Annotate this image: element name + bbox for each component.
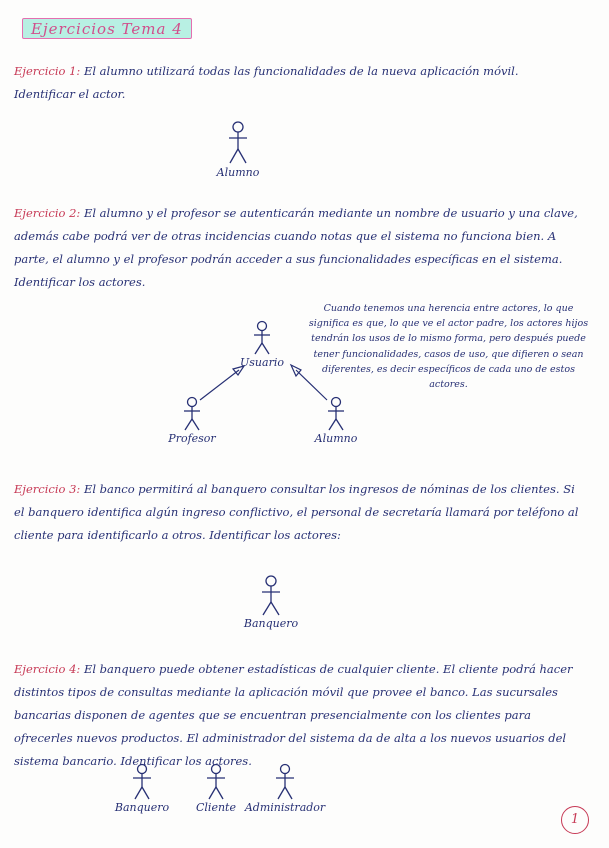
stick-figure-icon (324, 396, 348, 432)
exercise-4-text: El banquero puede obtener estadísticas de cualquier cliente. El cliente podrá hacer distintos tipos de consultas mediante la aplicación móvil que provee el banco. Las sucursales bancarias disponen de agentes que se encuentran presencialmente con los clientes para ofrecerles nuevos productos. El administrador del sistema da de alta a los nuevos usuarios del sistema bancario. Identificar los actores. (14, 662, 573, 768)
exercise-3-label: Ejercicio 3: (14, 482, 81, 496)
actor-profesor (147, 396, 237, 446)
exercise-4 (14, 658, 582, 773)
page-number: 1 (561, 806, 589, 834)
stick-figure-icon (130, 763, 154, 801)
stick-figure-icon (250, 320, 274, 356)
exercise-2-label: Ejercicio 2: (14, 206, 81, 220)
actor-label: Banquero (243, 617, 299, 630)
exercise-3-text: El banco permitirá al banquero consultar los ingresos de nóminas de los clientes. Si el banquero identifica algún ingreso conflictivo, el personal de secretaría llamará por teléfono al cliente para identificarlo a otros. Identificar los actores: (14, 482, 579, 542)
stick-figure-icon (204, 763, 228, 801)
inheritance-note: Cuando tenemos una herencia entre actores, lo que significa es que, lo que ve el actor padre, los actores hijos tendrán los usos de lo mismo forma, pero después puede tener funcionalidades, casos de uso, que difieren o sean diferentes, es decir específicos de cada uno de estos actores. (308, 303, 589, 391)
exercise-1-text: El alumno utilizará todas las funcionalidades de la nueva aplicación móvil. Identificar el actor. (14, 64, 519, 101)
actor-label: Cliente (196, 801, 236, 814)
actor-alumno-2 (291, 396, 381, 446)
actor-administrador (240, 763, 330, 815)
actor-label: Alumno (216, 166, 260, 179)
stick-figure-icon (180, 396, 204, 432)
stick-figure-icon (259, 575, 283, 617)
page-title: Ejercicios Tema 4 (31, 20, 183, 38)
exercise-3 (14, 478, 582, 547)
actor-label: Alumno (314, 432, 358, 445)
actor-label: Usuario (240, 356, 284, 369)
actor-usuario (217, 320, 307, 370)
exercise-2-text: El alumno y el profesor se autenticarán mediante un nombre de usuario y una clave, además cabe podrá ver de otras incidencias cuando notas que el sistema no funciona bien. A parte, el alumno y el profesor podrán acceder a sus funcionalidades específicas en el sistema. Identificar los actores. (14, 206, 578, 289)
exercise-4-label: Ejercicio 4: (14, 662, 81, 676)
actor-label: Administrador (244, 801, 326, 814)
actor-label: Profesor (168, 432, 216, 445)
exercise-1-label: Ejercicio 1: (14, 64, 81, 78)
actor-label: Banquero (114, 801, 170, 814)
stick-figure-icon (273, 763, 297, 801)
actor-banquero-1 (226, 575, 316, 631)
